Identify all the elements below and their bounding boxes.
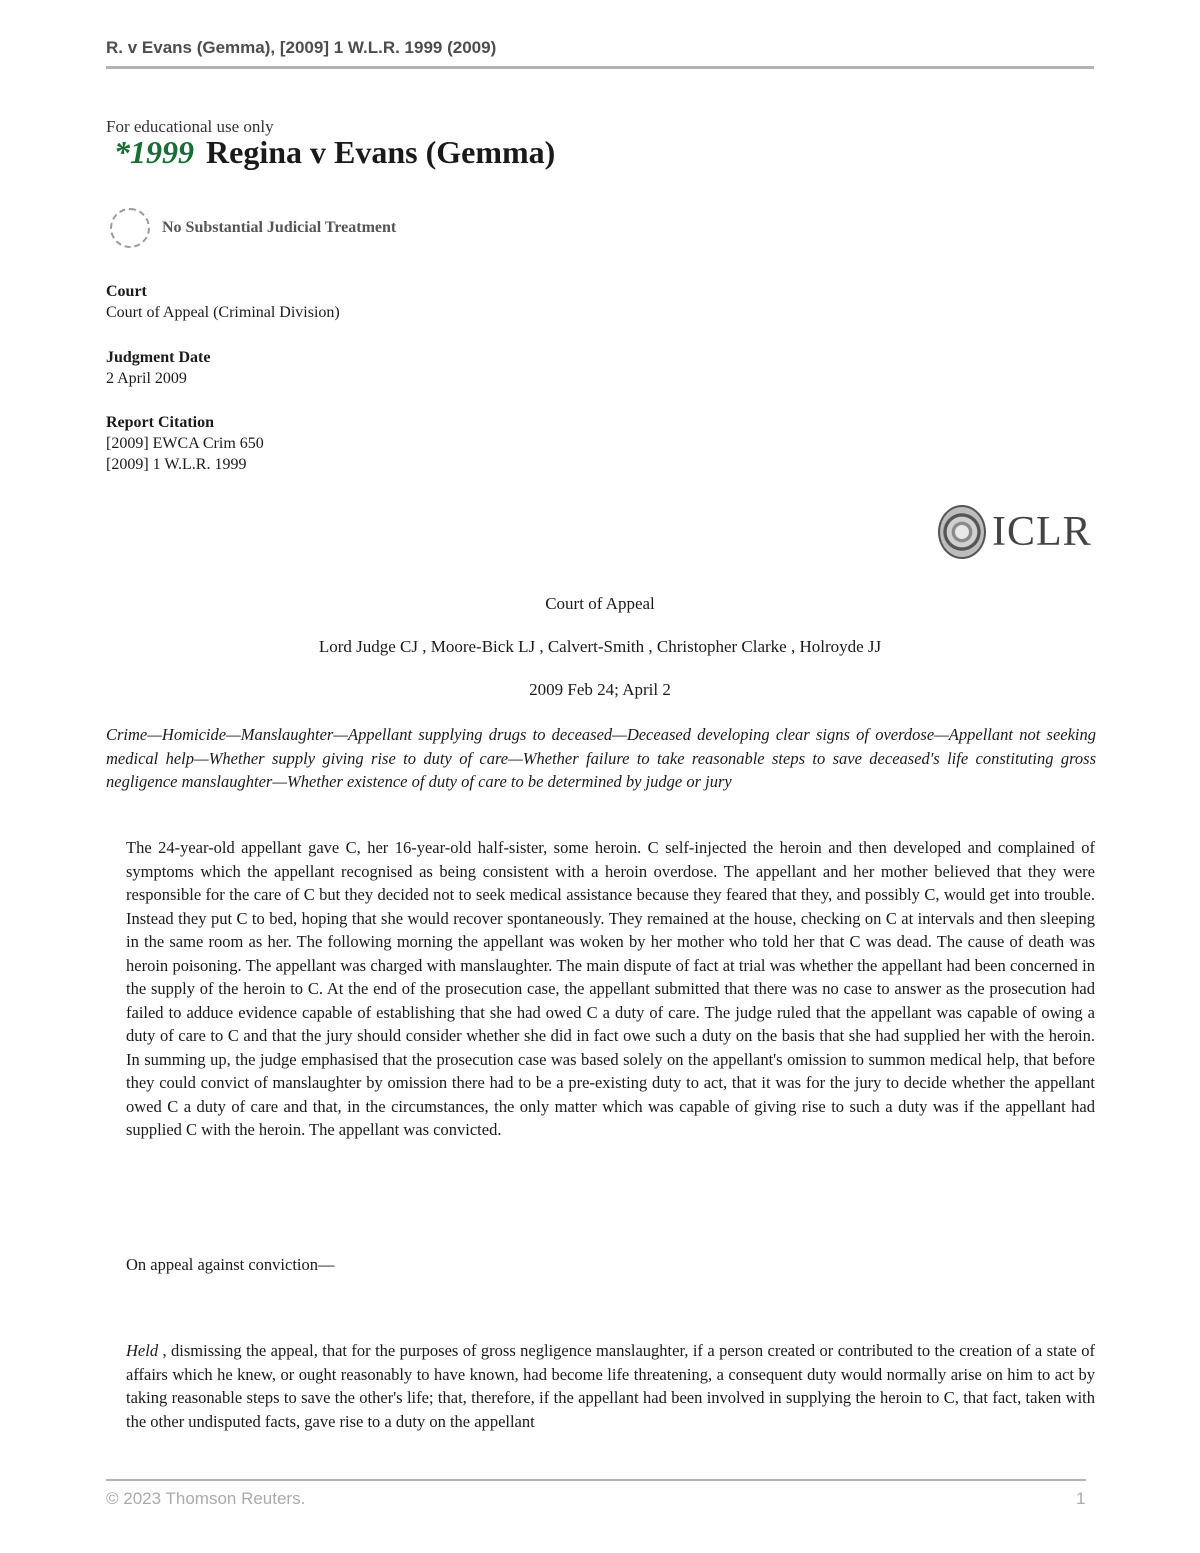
iclr-logo-text: ICLR	[992, 509, 1092, 555]
judgment-date-label: Judgment Date	[106, 349, 211, 366]
report-judges: Lord Judge CJ , Moore-Bick LJ , Calvert-Smith , Christopher Clarke , Holroyde JJ	[318, 637, 882, 656]
report-court: Court of Appeal	[545, 594, 655, 613]
header-divider	[106, 66, 1094, 69]
page-marker: *1999	[114, 134, 194, 170]
treatment-status[interactable]	[110, 206, 396, 250]
iclr-logo	[938, 503, 1092, 561]
page-number: 1	[1076, 1489, 1086, 1508]
iclr-crest-icon	[938, 505, 986, 559]
citation-wlr: [2009] 1 W.L.R. 1999	[106, 456, 247, 473]
dashed-circle-icon	[110, 208, 150, 248]
catchwords: Crime—Homicide—Manslaughter—Appellant supplying drugs to deceased—Deceased developing clear signs of overdose—Appellant not seeking medical help—Whether supply giving rise to duty of care—Whether failure to take reasonable steps to save deceased's life constituting gross negligence manslaughter—Whether existence of duty of care to be determined by judge or jury	[106, 725, 1096, 791]
citation-block	[106, 412, 264, 475]
report-dates: 2009 Feb 24; April 2	[529, 680, 671, 699]
appeal-line: On appeal against conviction—	[126, 1255, 335, 1274]
case-name: Regina v Evans (Gemma)	[206, 134, 556, 170]
judgment-date-block	[106, 347, 210, 389]
footer-divider	[106, 1479, 1086, 1481]
held-paragraph	[126, 1339, 1095, 1433]
court-label: Court	[106, 283, 147, 300]
judgment-date-value: 2 April 2009	[106, 370, 187, 387]
court-block	[106, 281, 340, 323]
footer-copyright: © 2023 Thomson Reuters.	[106, 1489, 306, 1508]
held-text: , dismissing the appeal, that for the purposes of gross negligence manslaughter, if a person created or contributed to the creation of a state of affairs which he knew, or ought reasonably to have known, had become life threatening, a consequent duty would normally arise on him to act by taking reasonable steps to save the other's life; that, therefore, if the appellant had been involved in supplying the heroin to C, that fact, taken with the other undisputed facts, gave rise to a duty on the appellant	[126, 1341, 1095, 1431]
held-label: Held	[126, 1341, 159, 1360]
court-value: Court of Appeal (Criminal Division)	[106, 304, 340, 321]
running-header: R. v Evans (Gemma), [2009] 1 W.L.R. 1999 (2009)	[106, 38, 497, 57]
headnote-paragraph: The 24-year-old appellant gave C, her 16-year-old half-sister, some heroin. C self-injected the heroin and then developed and complained of symptoms which the appellant recognised as being consistent with a heroin overdose. The appellant and her mother believed that they were responsible for the care of C but they decided not to seek medical assistance because they feared that they, and possibly C, would get into trouble. Instead they put C to bed, hoping that she would recover spontaneously. They remained at the house, checking on C at intervals and then sleeping in the same room as her. The following morning the appellant was woken by her mother who told her that C was dead. The cause of death was heroin poisoning. The appellant was charged with manslaughter. The main dispute of fact at trial was whether the appellant had been concerned in the supply of the heroin to C. At the end of the prosecution case, the appellant submitted that there was no case to answer as the prosecution had failed to adduce evidence capable of establishing that she had owed C a duty of care. The judge ruled that the appellant was capable of owing a duty of care to C and that the jury should consider whether she did in fact owe such a duty on the basis that she had supplied her with the heroin. In summing up, the judge emphasised that the prosecution case was based solely on the appellant's omission to summon medical help, that before they could convict of manslaughter by omission there had to be a pre-existing duty to act, that it was for the jury to decide whether the appellant owed C a duty of care and that, in the circumstances, the only matter which was capable of giving rise to such a duty was if the appellant had supplied C with the heroin. The appellant was convicted.	[126, 838, 1095, 1139]
page-title	[114, 134, 555, 171]
educational-notice: For educational use only	[106, 117, 274, 136]
citation-label: Report Citation	[106, 414, 214, 431]
treatment-label: No Substantial Judicial Treatment	[162, 219, 397, 236]
citation-ewca: [2009] EWCA Crim 650	[106, 435, 264, 452]
